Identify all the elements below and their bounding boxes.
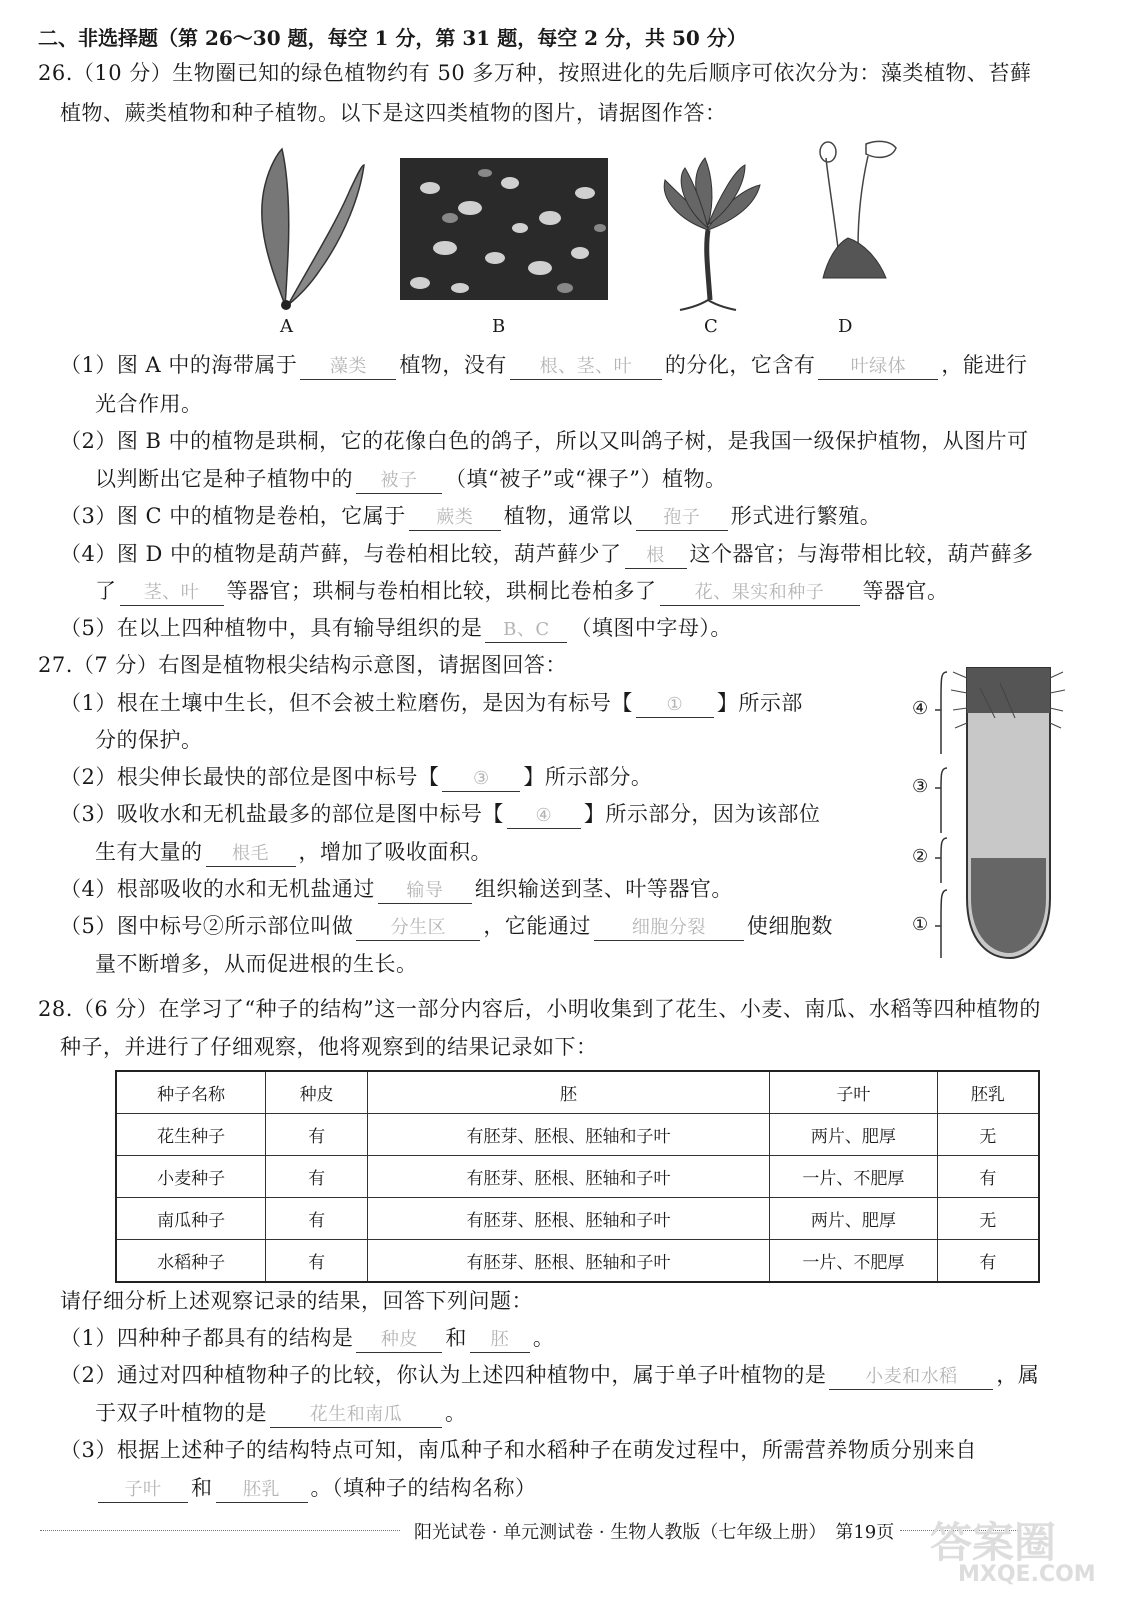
table-cell: 有胚芽、胚根、胚轴和子叶 — [367, 1156, 769, 1198]
answer-blank: 分生区 — [356, 916, 480, 941]
footer-divider-left — [40, 1530, 400, 1531]
q27-part2: （2）根尖伸长最快的部位是图中标号【 ③ 】所示部分。 — [60, 764, 652, 792]
answer-blank: 胚乳 — [216, 1478, 308, 1503]
table-header-row — [116, 1071, 1039, 1114]
q27-part3-line2: 生有大量的 根毛 ，增加了吸收面积。 — [95, 839, 492, 867]
answer-blank: 胚 — [470, 1328, 530, 1353]
q27-stem: 27.（7 分）右图是植物根尖结构示意图，请据图回答： — [38, 653, 567, 677]
answer-blank: 根 — [625, 544, 687, 569]
figure-d-funaria — [808, 138, 908, 288]
table-cell: 一片、不肥厚 — [770, 1156, 938, 1198]
figure-c-selaginella — [650, 150, 770, 315]
q26-part4-line2: 了 茎、叶 等器官；珙桐与卷柏相比较，珙桐比卷柏多了 花、果实和种子 等器官。 — [95, 578, 949, 606]
root-label-1: ① — [912, 914, 929, 935]
table-cell: 小麦种子 — [116, 1156, 266, 1198]
column-header: 种子名称 — [116, 1071, 266, 1114]
answer-blank: 茎、叶 — [120, 581, 224, 606]
q26-part2-line1: （2）图 B 中的植物是珙桐，它的花像白色的鸽子，所以又叫鸽子树，是我国一级保护植物，从图片可 — [60, 429, 1029, 453]
table-cell: 花生种子 — [116, 1114, 266, 1156]
q28-part2-line2: 于双子叶植物的是 花生和南瓜 。 — [95, 1400, 467, 1428]
q27-part3-line1: （3）吸收水和无机盐最多的部位是图中标号【 ④ 】所示部分，因为该部位 — [60, 801, 820, 829]
answer-blank: 小麦和水稻 — [829, 1365, 993, 1390]
answer-blank: ④ — [507, 804, 581, 829]
q28-stem-line2: 种子，并进行了仔细观察，他将观察到的结果记录如下： — [60, 1035, 598, 1059]
answer-blank: 藻类 — [300, 355, 396, 380]
q26-stem-line2: 植物、蕨类植物和种子植物。以下是这四类植物的图片，请据图作答： — [60, 101, 727, 125]
q28-part2-line1: （2）通过对四种植物种子的比较，你认为上述四种植物中，属于单子叶植物的是 小麦和水稻 ，属 — [60, 1362, 1039, 1390]
table-cell: 有 — [937, 1156, 1039, 1198]
table-cell: 有胚芽、胚根、胚轴和子叶 — [367, 1114, 769, 1156]
q27-part1-line2: 分的保护。 — [95, 728, 203, 752]
q26-part4-line1: （4）图 D 中的植物是葫芦藓，与卷柏相比较，葫芦藓少了 根 这个器官；与海带相比较，葫芦藓多 — [60, 541, 1034, 569]
table-cell: 无 — [937, 1114, 1039, 1156]
figure-label-a: A — [280, 316, 293, 337]
figure-root-tip — [905, 658, 1105, 963]
table-cell: 两片、肥厚 — [770, 1114, 938, 1156]
table-cell: 南瓜种子 — [116, 1198, 266, 1240]
q26-part1-line2: 光合作用。 — [95, 392, 203, 416]
answer-blank: 根毛 — [206, 842, 296, 867]
table-cell: 有 — [266, 1156, 368, 1198]
table-cell: 有胚芽、胚根、胚轴和子叶 — [367, 1240, 769, 1283]
table-row — [116, 1240, 1039, 1283]
q27-part1-line1: （1）根在土壤中生长，但不会被土粒磨伤，是因为有标号【 ① 】所示部 — [60, 690, 803, 718]
page-footer: 阳光试卷 · 单元测试卷 · 生物人教版（七年级上册） 第19页 — [414, 1522, 895, 1543]
table-cell: 无 — [937, 1198, 1039, 1240]
answer-blank: 蕨类 — [409, 506, 501, 531]
figure-label-b: B — [492, 316, 506, 337]
column-header: 胚乳 — [937, 1071, 1039, 1114]
table-cell: 两片、肥厚 — [770, 1198, 938, 1240]
table-cell: 有 — [266, 1198, 368, 1240]
column-header: 种皮 — [266, 1071, 368, 1114]
root-label-4: ④ — [912, 698, 929, 719]
answer-blank: 被子 — [356, 469, 442, 494]
q28-part3-line1: （3）根据上述种子的结构特点可知，南瓜种子和水稻种子在萌发过程中，所需营养物质分别来自 — [60, 1438, 977, 1462]
watermark-url: MXQE.COM — [958, 1562, 1096, 1587]
answer-blank: 子叶 — [98, 1478, 188, 1503]
figure-label-d: D — [838, 316, 853, 337]
q26-stem-line1: 26.（10 分）生物圈已知的绿色植物约有 50 多万种，按照进化的先后顺序可依次分为：藻类植物、苔藓 — [38, 61, 1032, 85]
q26-part2-line2: 以判断出它是种子植物中的 被子 （填“被子”或“裸子”）植物。 — [95, 466, 726, 494]
q28-intro: 请仔细分析上述观察记录的结果，回答下列问题： — [60, 1289, 533, 1313]
table-row — [116, 1114, 1039, 1156]
answer-blank: ① — [636, 693, 714, 718]
answer-blank: 花、果实和种子 — [660, 581, 860, 606]
root-label-3: ③ — [912, 776, 929, 797]
answer-blank: 细胞分裂 — [594, 916, 744, 941]
figure-a-kelp — [240, 145, 370, 315]
table-row — [116, 1198, 1039, 1240]
column-header: 胚 — [367, 1071, 769, 1114]
q26-part1-line1: （1）图 A 中的海带属于 藻类 植物，没有 根、茎、叶 的分化，它含有 叶绿体 ，能进行 — [60, 352, 1027, 380]
table-row — [116, 1156, 1039, 1198]
q27-part4: （4）根部吸收的水和无机盐通过 输导 组织输送到茎、叶等器官。 — [60, 876, 733, 904]
q26-part5: （5）在以上四种植物中，具有输导组织的是 B、C （填图中字母）。 — [60, 615, 732, 643]
q27-part5-line1: （5）图中标号②所示部位叫做 分生区 ，它能通过 细胞分裂 使细胞数 — [60, 913, 833, 941]
q28-part1: （1）四种种子都具有的结构是 种皮 和 胚 。 — [60, 1325, 554, 1353]
q28-part3-line2: 子叶 和 胚乳 。（填种子的结构名称） — [95, 1475, 537, 1503]
answer-blank: B、C — [485, 618, 567, 643]
answer-blank: 种皮 — [356, 1328, 442, 1353]
answer-blank: 叶绿体 — [818, 355, 938, 380]
table-cell: 有 — [266, 1114, 368, 1156]
observation-table — [115, 1070, 1040, 1283]
figure-b-dove-tree — [400, 158, 608, 300]
section-title: 二、非选择题（第 26～30 题，每空 1 分，第 31 题，每空 2 分，共 50 分） — [38, 26, 747, 50]
table-cell: 有 — [266, 1240, 368, 1283]
figure-label-c: C — [704, 316, 718, 337]
answer-blank: 花生和南瓜 — [270, 1403, 442, 1428]
table-cell: 有 — [937, 1240, 1039, 1283]
q26-part3: （3）图 C 中的植物是卷柏，它属于 蕨类 植物，通常以 孢子 形式进行繁殖。 — [60, 503, 881, 531]
table-cell: 有胚芽、胚根、胚轴和子叶 — [367, 1198, 769, 1240]
q28-stem-line1: 28.（6 分）在学习了“种子的结构”这一部分内容后，小明收集到了花生、小麦、南瓜、水稻等四种植物的 — [38, 997, 1041, 1021]
root-label-2: ② — [912, 846, 929, 867]
answer-blank: 孢子 — [636, 506, 728, 531]
column-header: 子叶 — [770, 1071, 938, 1114]
table-cell: 一片、不肥厚 — [770, 1240, 938, 1283]
table-cell: 水稻种子 — [116, 1240, 266, 1283]
answer-blank: ③ — [442, 767, 520, 792]
answer-blank: 输导 — [378, 879, 472, 904]
q27-part5-line2: 量不断增多，从而促进根的生长。 — [95, 952, 418, 976]
answer-blank: 根、茎、叶 — [510, 355, 662, 380]
watermark-logo: 答案圈 — [930, 1518, 1057, 1567]
